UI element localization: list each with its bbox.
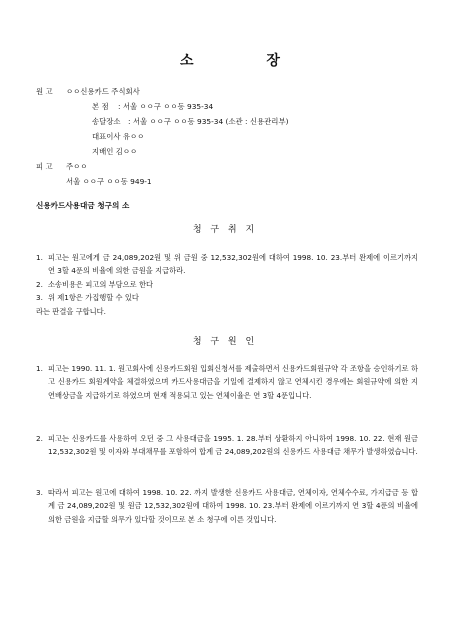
service-address-label: 송달장소 (92, 117, 121, 126)
claim-reason-item (36, 362, 418, 402)
item-text: 피고는 1990. 11. 1. 원고회사에 신용카드회원 입회신청서를 제출하면서 신용카드회원규약 각 조항을 승인하기로 하고 신용카드 회원계약을 체결하였으며 카드사용대금을 기일에 결제하지 않고 연체시킨 경우에는 회원규약에 의한 지연배상금을 지급하기로 하였으며 현재 적용되고 있는 연체이율은 연 3할 4푼입니다. (48, 364, 418, 400)
plaintiff-name: ㅇㅇ신용카드 주식회사 (66, 87, 140, 96)
item-number: 3. (36, 293, 43, 303)
claim-purpose-item (36, 291, 418, 304)
claim-purpose-item (36, 278, 418, 291)
head-office-label: 본 점 (92, 102, 109, 111)
case-title: 신용카드사용대금 청구의 소 (36, 201, 130, 210)
claim-purpose-item (36, 251, 418, 278)
defendant-address: 서울 ㅇㅇ구 ㅇㅇ동 949-1 (66, 177, 152, 186)
representative: 대표이사 유ㅇㅇ (92, 132, 145, 141)
manager: 지배인 김ㅇㅇ (92, 147, 138, 156)
defendant-role-label: 피 고 (36, 162, 53, 171)
claim-purpose-heading: 청 구 취 지 (192, 225, 258, 235)
item-number: 2. (36, 279, 43, 289)
claim-purpose-list (36, 251, 418, 318)
claim-reason-item (36, 486, 418, 526)
defendant-name: 주ㅇㅇ (66, 162, 88, 171)
head-office-address: : 서울 ㅇㅇ구 ㅇㅇ동 935-34 (118, 102, 214, 111)
claim-reason-item (36, 432, 418, 459)
item-number: 1. (36, 364, 43, 373)
item-text: 피고는 신용카드를 사용하여 오던 중 그 사용대금을 1995. 1. 28.부터 상환하지 아니하여 1998. 10. 22. 현재 원금 12,532,302원 및 이자와 부대채무를 포함하여 합계 금 24,089,202원의 신용카드 사용대금 채무가 발생하였습니다. (48, 434, 418, 457)
item-text: 따라서 피고는 원고에 대하여 1998. 10. 22. 까지 발생한 신용카드 사용대금, 연체이자, 연체수수료, 가지급금 등 합계 금 24,089,202원 및 원금 12,532,302원에 대하여 1998. 10. 23.부터 완제에 이르기까지 연 3할 4푼의 비율에 의한 금원을 지급할 의무가 있다할 것이므로 본 소 청구에 이른 것입니다. (48, 488, 418, 524)
document-title: 소 장 (180, 53, 314, 69)
item-text: 위 제1항은 가집행할 수 있다 (48, 293, 139, 303)
plaintiff-role-label: 원 고 (36, 87, 53, 96)
item-number: 3. (36, 488, 43, 497)
item-number: 2. (36, 434, 43, 443)
claim-reasons-heading: 청 구 원 인 (192, 337, 258, 347)
service-address: : 서울 ㅇㅇ구 ㅇㅇ동 935-34 (소관 : 신용관리부) (128, 117, 289, 126)
item-number: 1. (36, 253, 43, 262)
item-text: 피고는 원고에게 금 24,089,202원 및 위 금원 중 12,532,302원에 대하여 1998. 10. 23.부터 완제에 이르기까지 연 3할 4푼의 비율에 의한 금원을 지급하라. (48, 253, 418, 276)
claim-purpose-closing: 라는 판결을 구합니다. (36, 306, 106, 316)
item-text: 소송비용은 피고의 부담으로 한다 (48, 279, 153, 289)
